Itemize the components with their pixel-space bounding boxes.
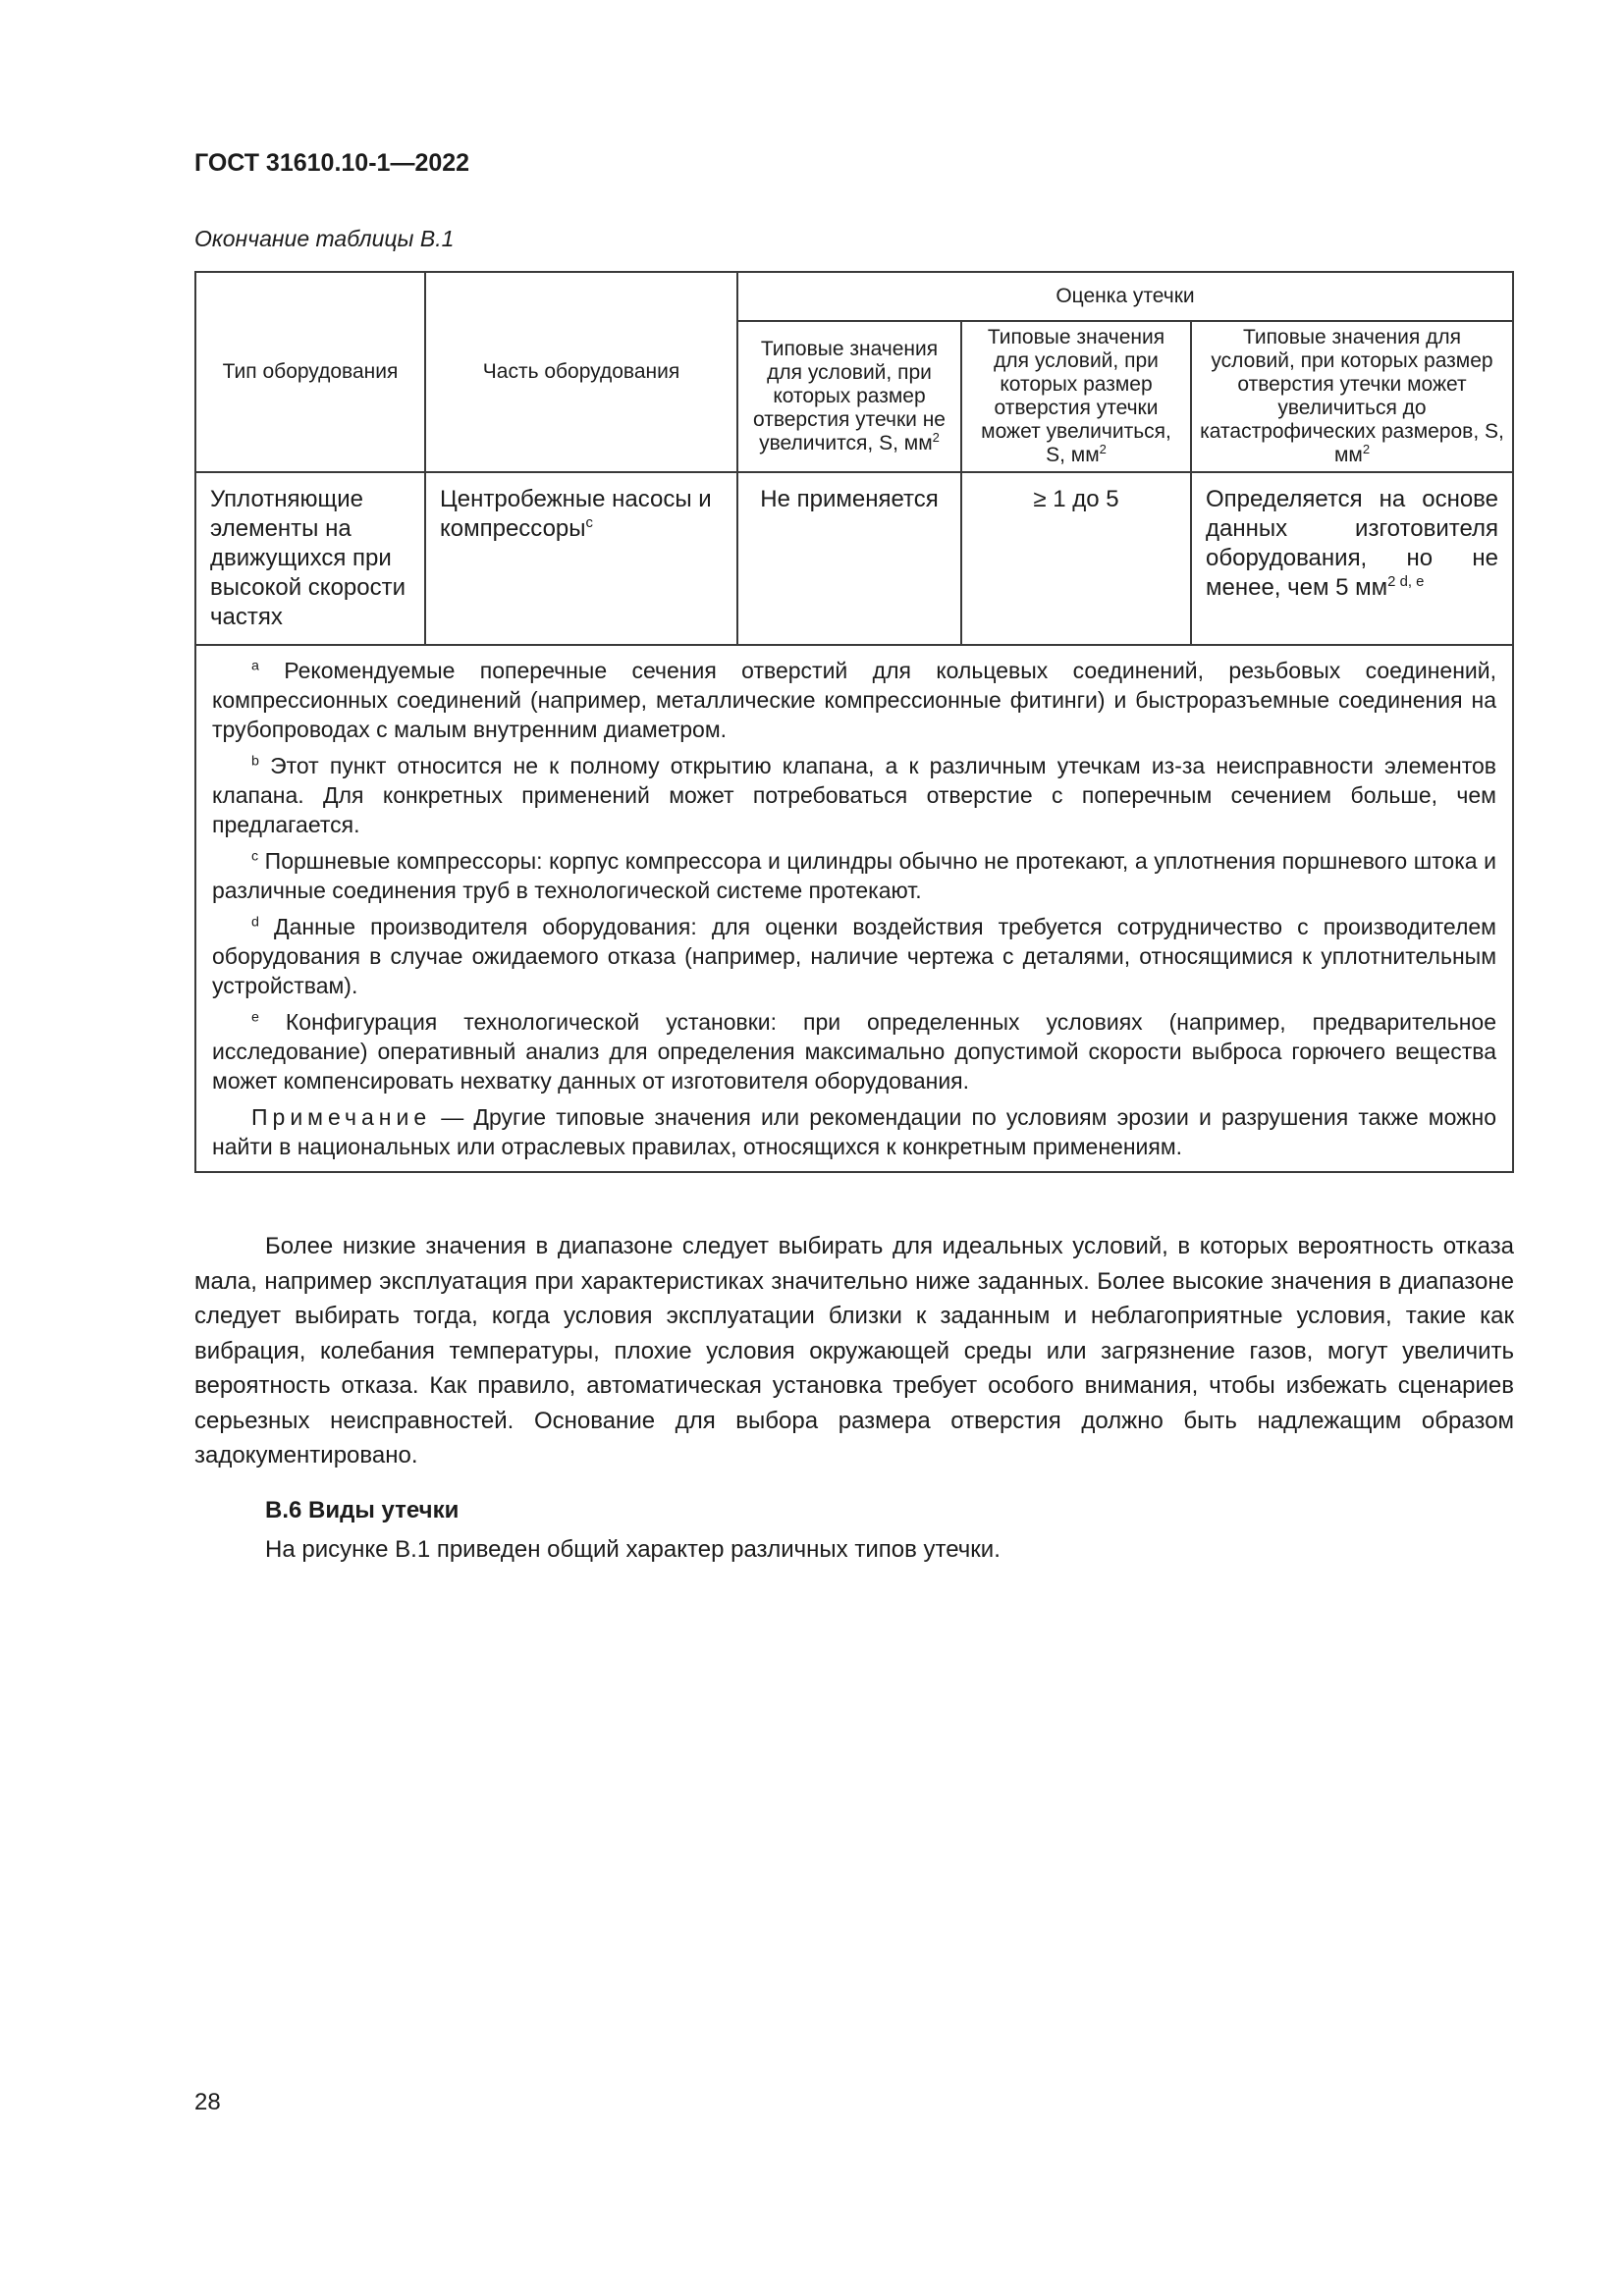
header-col-may-increase-text: Типовые значения для условий, при которых размер отверстия утечки может увеличиться, S, мм	[981, 326, 1171, 466]
table-note	[212, 1102, 1496, 1161]
footnote-a	[212, 656, 1496, 744]
footnote-mark-e: e	[251, 1009, 259, 1026]
header-col-no-increase-sup: 2	[932, 430, 940, 445]
cell-equipment-part-text: Центробежные насосы и компрессоры	[440, 486, 712, 542]
header-equipment-type: Тип оборудования	[195, 272, 425, 472]
page-number: 28	[194, 2089, 221, 2115]
cell-catastrophic-sup: 2 d, e	[1387, 574, 1425, 590]
header-col-no-increase-text: Типовые значения для условий, при которых размер отверстия утечки не увеличится, S, мм	[752, 338, 946, 454]
header-col-no-increase	[737, 321, 961, 472]
footnote-text-b: Этот пункт относится не к полному открытию клапана, а к различным утечкам из-за неисправности элементов клапана. Для конкретных применений может потребоваться отверстие с поперечным сечением больше, чем предлагается.	[212, 753, 1496, 837]
header-equipment-part: Часть оборудования	[425, 272, 737, 472]
footnote-mark-b: b	[251, 753, 259, 770]
footnote-mark-a: a	[251, 658, 259, 674]
header-col-catastrophic-text: Типовые значения для условий, при которых размер отверстия утечки может увеличиться до катастрофических размеров, S, мм	[1200, 326, 1504, 466]
cell-equipment-type: Уплотняющие элементы на движущихся при высокой скорости частях	[195, 472, 425, 645]
note-label: Примечание	[251, 1104, 432, 1130]
footnote-d	[212, 912, 1496, 1000]
footnote-b	[212, 751, 1496, 839]
footnotes-cell	[195, 645, 1513, 1172]
footnote-text-c: Поршневые компрессоры: корпус компрессора и цилиндры обычно не протекают, а уплотнения поршневого штока и различные соединения труб в технологической системе протекают.	[212, 848, 1496, 903]
body-paragraph: Более низкие значения в диапазоне следует выбирать для идеальных условий, в которых вероятность отказа мала, например эксплуатация при характеристиках значительно ниже заданных. Более высокие значения в диапазоне следует выбирать тогда, когда условия эксплуатации близки к заданным и неблагоприятные условия, такие как вибрация, колебания температуры, плохие условия окружающей среды или загрязнение газов, могут увеличить вероятность отказа. Как правило, автоматическая установка требует особого внимания, чтобы избежать сценариев серьезных неисправностей. Основание для выбора размера отверстия должно быть надлежащим образом задокументировано.	[194, 1233, 1514, 1468]
table-footnotes-row	[195, 645, 1513, 1172]
cell-equipment-part	[425, 472, 737, 645]
header-col-catastrophic	[1191, 321, 1513, 472]
document-header: ГОСТ 31610.10-1—2022	[194, 149, 470, 177]
footnote-e	[212, 1007, 1496, 1095]
header-col-may-increase	[961, 321, 1191, 472]
cell-catastrophic-text: Определяется на основе данных изготовителя оборудования, но не менее, чем 5 мм	[1206, 486, 1498, 601]
body-text	[194, 1229, 1514, 1567]
cell-equipment-part-sup: c	[585, 515, 593, 531]
footnote-text-d: Данные производителя оборудования: для оценки воздействия требуется сотрудничество с производителем оборудования в случае ожидаемого отказа (например, наличие чертежа с деталями, относящимися к уплотнительным устройствам).	[212, 914, 1496, 998]
table-caption: Окончание таблицы В.1	[194, 226, 455, 251]
header-col-may-increase-sup: 2	[1099, 442, 1107, 456]
leak-table	[194, 271, 1514, 1173]
cell-catastrophic	[1191, 472, 1513, 645]
header-leak-assessment: Оценка утечки	[737, 272, 1513, 321]
section-paragraph: На рисунке В.1 приведен общий характер различных типов утечки.	[265, 1535, 1001, 1563]
cell-no-increase: Не применяется	[737, 472, 961, 645]
footnote-mark-d: d	[251, 914, 259, 931]
table-row	[195, 472, 1513, 645]
header-col-catastrophic-sup: 2	[1362, 442, 1371, 456]
footnote-c	[212, 846, 1496, 905]
footnote-mark-c: c	[251, 848, 259, 865]
footnote-text-a: Рекомендуемые поперечные сечения отверстий для кольцевых соединений, резьбовых соединений, компрессионных соединений (например, металлические компрессионные фитинги) и быстроразъемные соединения на трубопроводах с малым внутренним диаметром.	[212, 658, 1496, 742]
section-title: В.6 Виды утечки	[265, 1496, 460, 1523]
note-text: — Другие типовые значения или рекомендации по условиям эрозии и разрушения также можно найти в национальных или отраслевых правилах, относящихся к конкретным применениям.	[212, 1104, 1496, 1159]
cell-may-increase: ≥ 1 до 5	[961, 472, 1191, 645]
footnote-text-e: Конфигурация технологической установки: при определенных условиях (например, предварительное исследование) оперативный анализ для определения максимально допустимой скорости выброса горючего вещества может компенсировать нехватку данных от изготовителя оборудования.	[212, 1009, 1496, 1094]
table-header-row	[195, 272, 1513, 321]
